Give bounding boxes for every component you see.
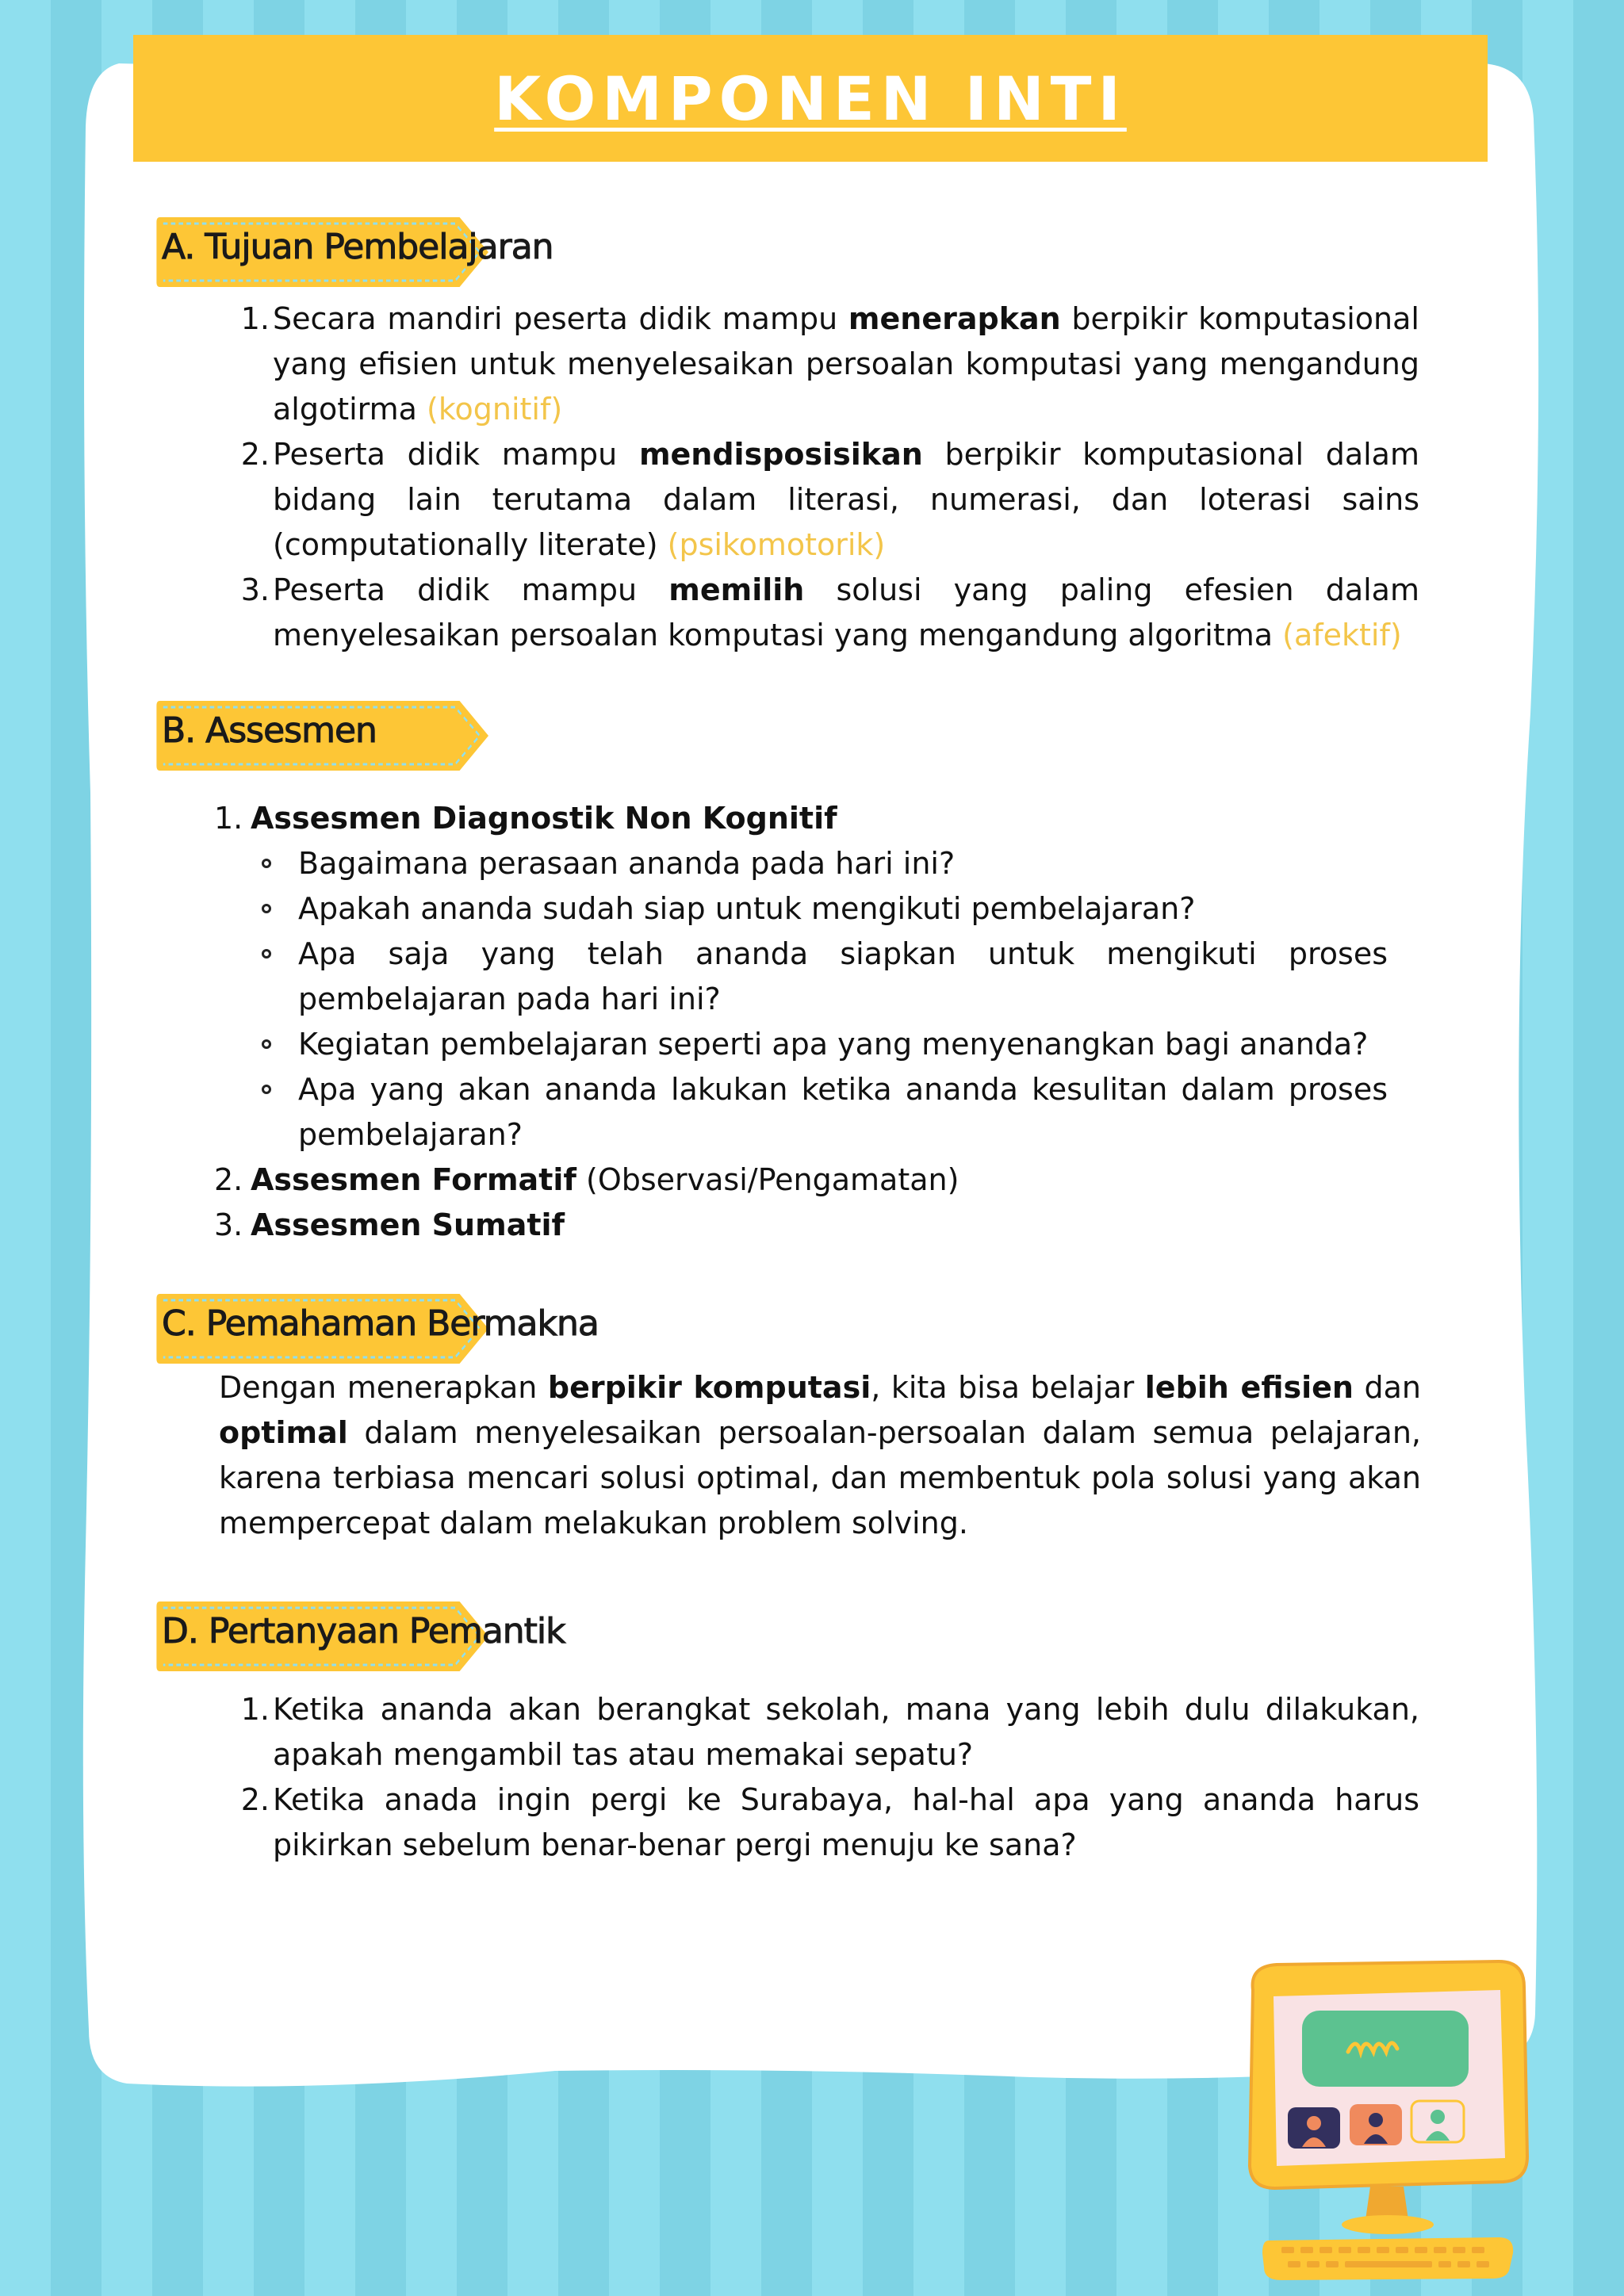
- section-a-heading: A. Tujuan Pembelajaran: [162, 227, 553, 267]
- domain-tag-afektif: (afektif): [1282, 618, 1402, 652]
- item-text: berpikir komputasional yang efisien untuk menyelesaikan persoalan komputasi yang mengandung algotirma: [273, 301, 1419, 427]
- list-item: [240, 1687, 1419, 1777]
- item-text: Ketika anada ingin pergi ke Surabaya, hal-hal apa yang ananda harus pikirkan sebelum benar-benar pergi menuju ke sana?: [273, 1782, 1419, 1862]
- domain-tag-psikomotorik: (psikomotorik): [667, 527, 886, 562]
- question-item: [298, 932, 1388, 1022]
- assessment-title: Assesmen Diagnostik Non Kognitif: [251, 801, 837, 836]
- section-d-heading-tag: [155, 1595, 565, 1674]
- question-text: Apa saja yang telah ananda siapkan untuk mengikuti proses pembelajaran pada hari ini?: [298, 936, 1388, 1016]
- title-banner: [133, 35, 1488, 162]
- section-c-paragraph: [219, 1365, 1421, 1546]
- question-text: Apakah ananda sudah siap untuk mengikuti pembelajaran?: [298, 891, 1196, 926]
- section-a-heading-tag: [155, 211, 553, 290]
- list-number: 1.: [214, 801, 243, 836]
- section-c-heading: C. Pemahaman Bermakna: [162, 1303, 599, 1344]
- list-number: 2.: [214, 1162, 243, 1197]
- assessment-title: Assesmen Sumatif: [251, 1207, 565, 1242]
- section-d-questions-list: [240, 1687, 1419, 1868]
- bullet-circle-icon: [262, 1039, 271, 1049]
- page-title: KOMPONEN INTI: [494, 63, 1127, 134]
- question-item: [298, 1022, 1388, 1067]
- bullet-circle-icon: [262, 904, 271, 913]
- item-text: Ketika ananda akan berangkat sekolah, mana yang lebih dulu dilakukan, apakah mengambil tas atau memakai sepatu?: [273, 1692, 1419, 1772]
- list-item: [240, 432, 1419, 568]
- list-number: 1.: [240, 301, 270, 336]
- list-item: [214, 1158, 1388, 1203]
- list-item: [240, 1777, 1419, 1868]
- list-number: 3.: [214, 1207, 243, 1242]
- paragraph-keyword: berpikir komputasi: [547, 1370, 871, 1405]
- item-text: solusi yang paling efesien dalam menyelesaikan persoalan komputasi yang mengandung algoritma: [273, 572, 1419, 652]
- item-text: Secara mandiri peserta didik mampu: [273, 301, 848, 336]
- question-text: Bagaimana perasaan ananda pada hari ini?: [298, 846, 956, 881]
- question-text: Apa yang akan ananda lakukan ketika ananda kesulitan dalam proses pembelajaran?: [298, 1072, 1388, 1152]
- question-item: [298, 841, 1388, 886]
- bullet-circle-icon: [262, 1085, 271, 1094]
- section-b-heading: B. Assesmen: [162, 710, 377, 751]
- question-list: [214, 841, 1388, 1158]
- section-d-heading: D. Pertanyaan Pemantik: [162, 1611, 565, 1651]
- list-number: 2.: [240, 1782, 270, 1817]
- section-b-heading-tag: [155, 695, 488, 774]
- paragraph-text: dalam menyelesaikan persoalan-persoalan dalam semua pelajaran, karena terbiasa mencari solusi optimal, dan membentuk pola solusi yang akan mempercepat dalam melakukan problem solving.: [219, 1415, 1421, 1540]
- list-number: 3.: [240, 572, 270, 607]
- section-b-assessment-list: [214, 796, 1388, 1248]
- domain-tag-kognitif: (kognitif): [427, 392, 563, 427]
- paragraph-text: , kita bisa belajar: [871, 1370, 1145, 1405]
- question-item: [298, 1067, 1388, 1158]
- computer-illustration-icon: [1237, 1958, 1538, 2283]
- list-item: [214, 796, 1388, 841]
- item-text: Peserta didik mampu: [273, 437, 639, 472]
- paragraph-text: dan: [1353, 1370, 1421, 1405]
- list-item: [240, 568, 1419, 658]
- list-item: [214, 1203, 1388, 1248]
- bullet-circle-icon: [262, 859, 271, 868]
- section-a-objectives-list: [240, 297, 1419, 658]
- assessment-title: Assesmen Formatif: [251, 1162, 576, 1197]
- paragraph-keyword: optimal: [219, 1415, 348, 1450]
- item-text: berpikir komputasional dalam bidang lain terutama dalam literasi, numerasi, dan loterasi sains (computationally literate): [273, 437, 1419, 562]
- section-c-heading-tag: [155, 1288, 599, 1367]
- item-keyword: mendisposisikan: [638, 437, 923, 472]
- question-item: [298, 886, 1388, 932]
- list-number: 2.: [240, 437, 270, 472]
- assessment-note: (Observasi/Pengamatan): [576, 1162, 959, 1197]
- paragraph-keyword: lebih efisien: [1144, 1370, 1354, 1405]
- item-text: Peserta didik mampu: [273, 572, 669, 607]
- bullet-circle-icon: [262, 949, 271, 959]
- item-keyword: menerapkan: [848, 301, 1061, 336]
- list-item: [240, 297, 1419, 432]
- list-number: 1.: [240, 1692, 270, 1727]
- question-text: Kegiatan pembelajaran seperti apa yang menyenangkan bagi ananda?: [298, 1027, 1369, 1062]
- paragraph-text: Dengan menerapkan: [219, 1370, 548, 1405]
- item-keyword: memilih: [668, 572, 805, 607]
